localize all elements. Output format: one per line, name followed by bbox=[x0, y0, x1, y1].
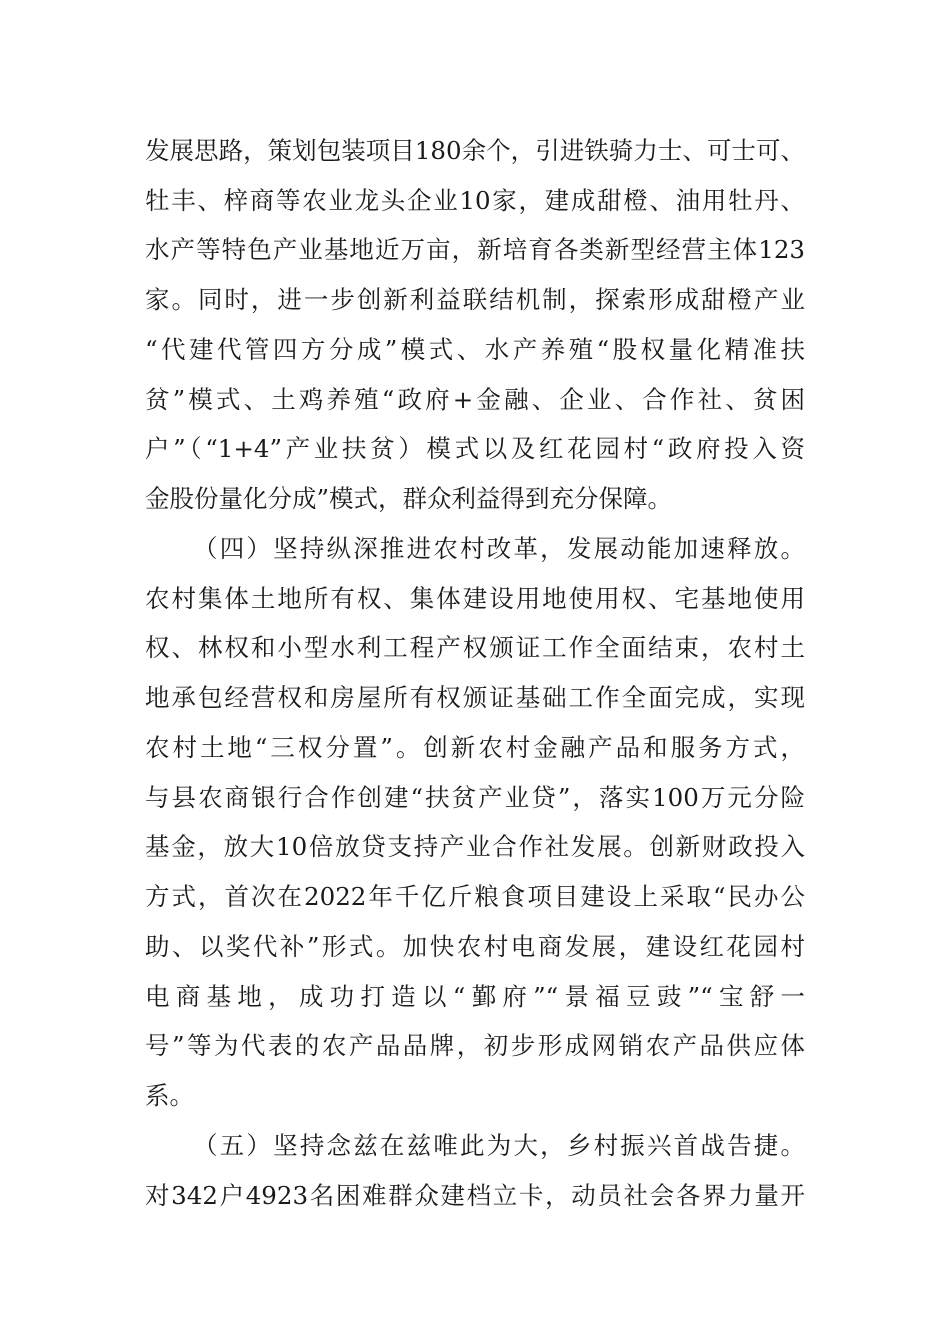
section-heading: （五）坚持念兹在兹唯此为大，乡村振兴首战告捷。 bbox=[193, 1131, 805, 1160]
text-line: 与县农商银行合作创建“扶贫产业贷”，落实100万元分险 bbox=[145, 783, 805, 812]
text-line: 家。同时，进一步创新利益联结机制，探索形成甜橙产业 bbox=[145, 285, 805, 314]
text-line: “代建代管四方分成”模式、水产养殖“股权量化精准扶 bbox=[145, 335, 805, 364]
text-line: 助、以奖代补”形式。加快农村电商发展，建设红花园村 bbox=[145, 932, 805, 961]
text-line: 发展思路，策划包装项目180余个，引进铁骑力士、可士可、 bbox=[145, 136, 805, 165]
text-line: 系。 bbox=[145, 1081, 194, 1110]
text-line: 地承包经营权和房屋所有权颁证基础工作全面完成，实现 bbox=[145, 683, 805, 712]
text-line: 农村土地“三权分置”。创新农村金融产品和服务方式， bbox=[145, 733, 805, 762]
text-line: 户”（“1+4”产业扶贫）模式以及红花园村“政府投入资 bbox=[145, 434, 805, 463]
text-line: 权、林权和小型水利工程产权颁证工作全面结束，农村土 bbox=[145, 633, 805, 662]
text-line: 金股份量化分成”模式，群众利益得到充分保障。 bbox=[145, 484, 673, 513]
text-line: 牡丰、梓商等农业龙头企业10家，建成甜橙、油用牡丹、 bbox=[145, 186, 805, 215]
text-line: 号”等为代表的农产品品牌，初步形成网销农产品供应体 bbox=[145, 1031, 805, 1060]
text-line: 电商基地，成功打造以“鄞府”“景福豆豉”“宝舒一 bbox=[145, 982, 805, 1011]
text-line: 对342户4923名困难群众建档立卡，动员社会各界力量开 bbox=[145, 1181, 805, 1210]
text-line: 农村集体土地所有权、集体建设用地使用权、宅基地使用 bbox=[145, 584, 805, 613]
text-line: 方式，首次在2022年千亿斤粮食项目建设上采取“民办公 bbox=[145, 882, 805, 911]
text-line: 贫”模式、土鸡养殖“政府+金融、企业、合作社、贫困 bbox=[145, 385, 805, 414]
section-heading: （四）坚持纵深推进农村改革，发展动能加速释放。 bbox=[193, 534, 805, 563]
text-line: 基金，放大10倍放贷支持产业合作社发展。创新财政投入 bbox=[145, 832, 805, 861]
text-line: 水产等特色产业基地近万亩，新培育各类新型经营主体123 bbox=[145, 235, 805, 264]
